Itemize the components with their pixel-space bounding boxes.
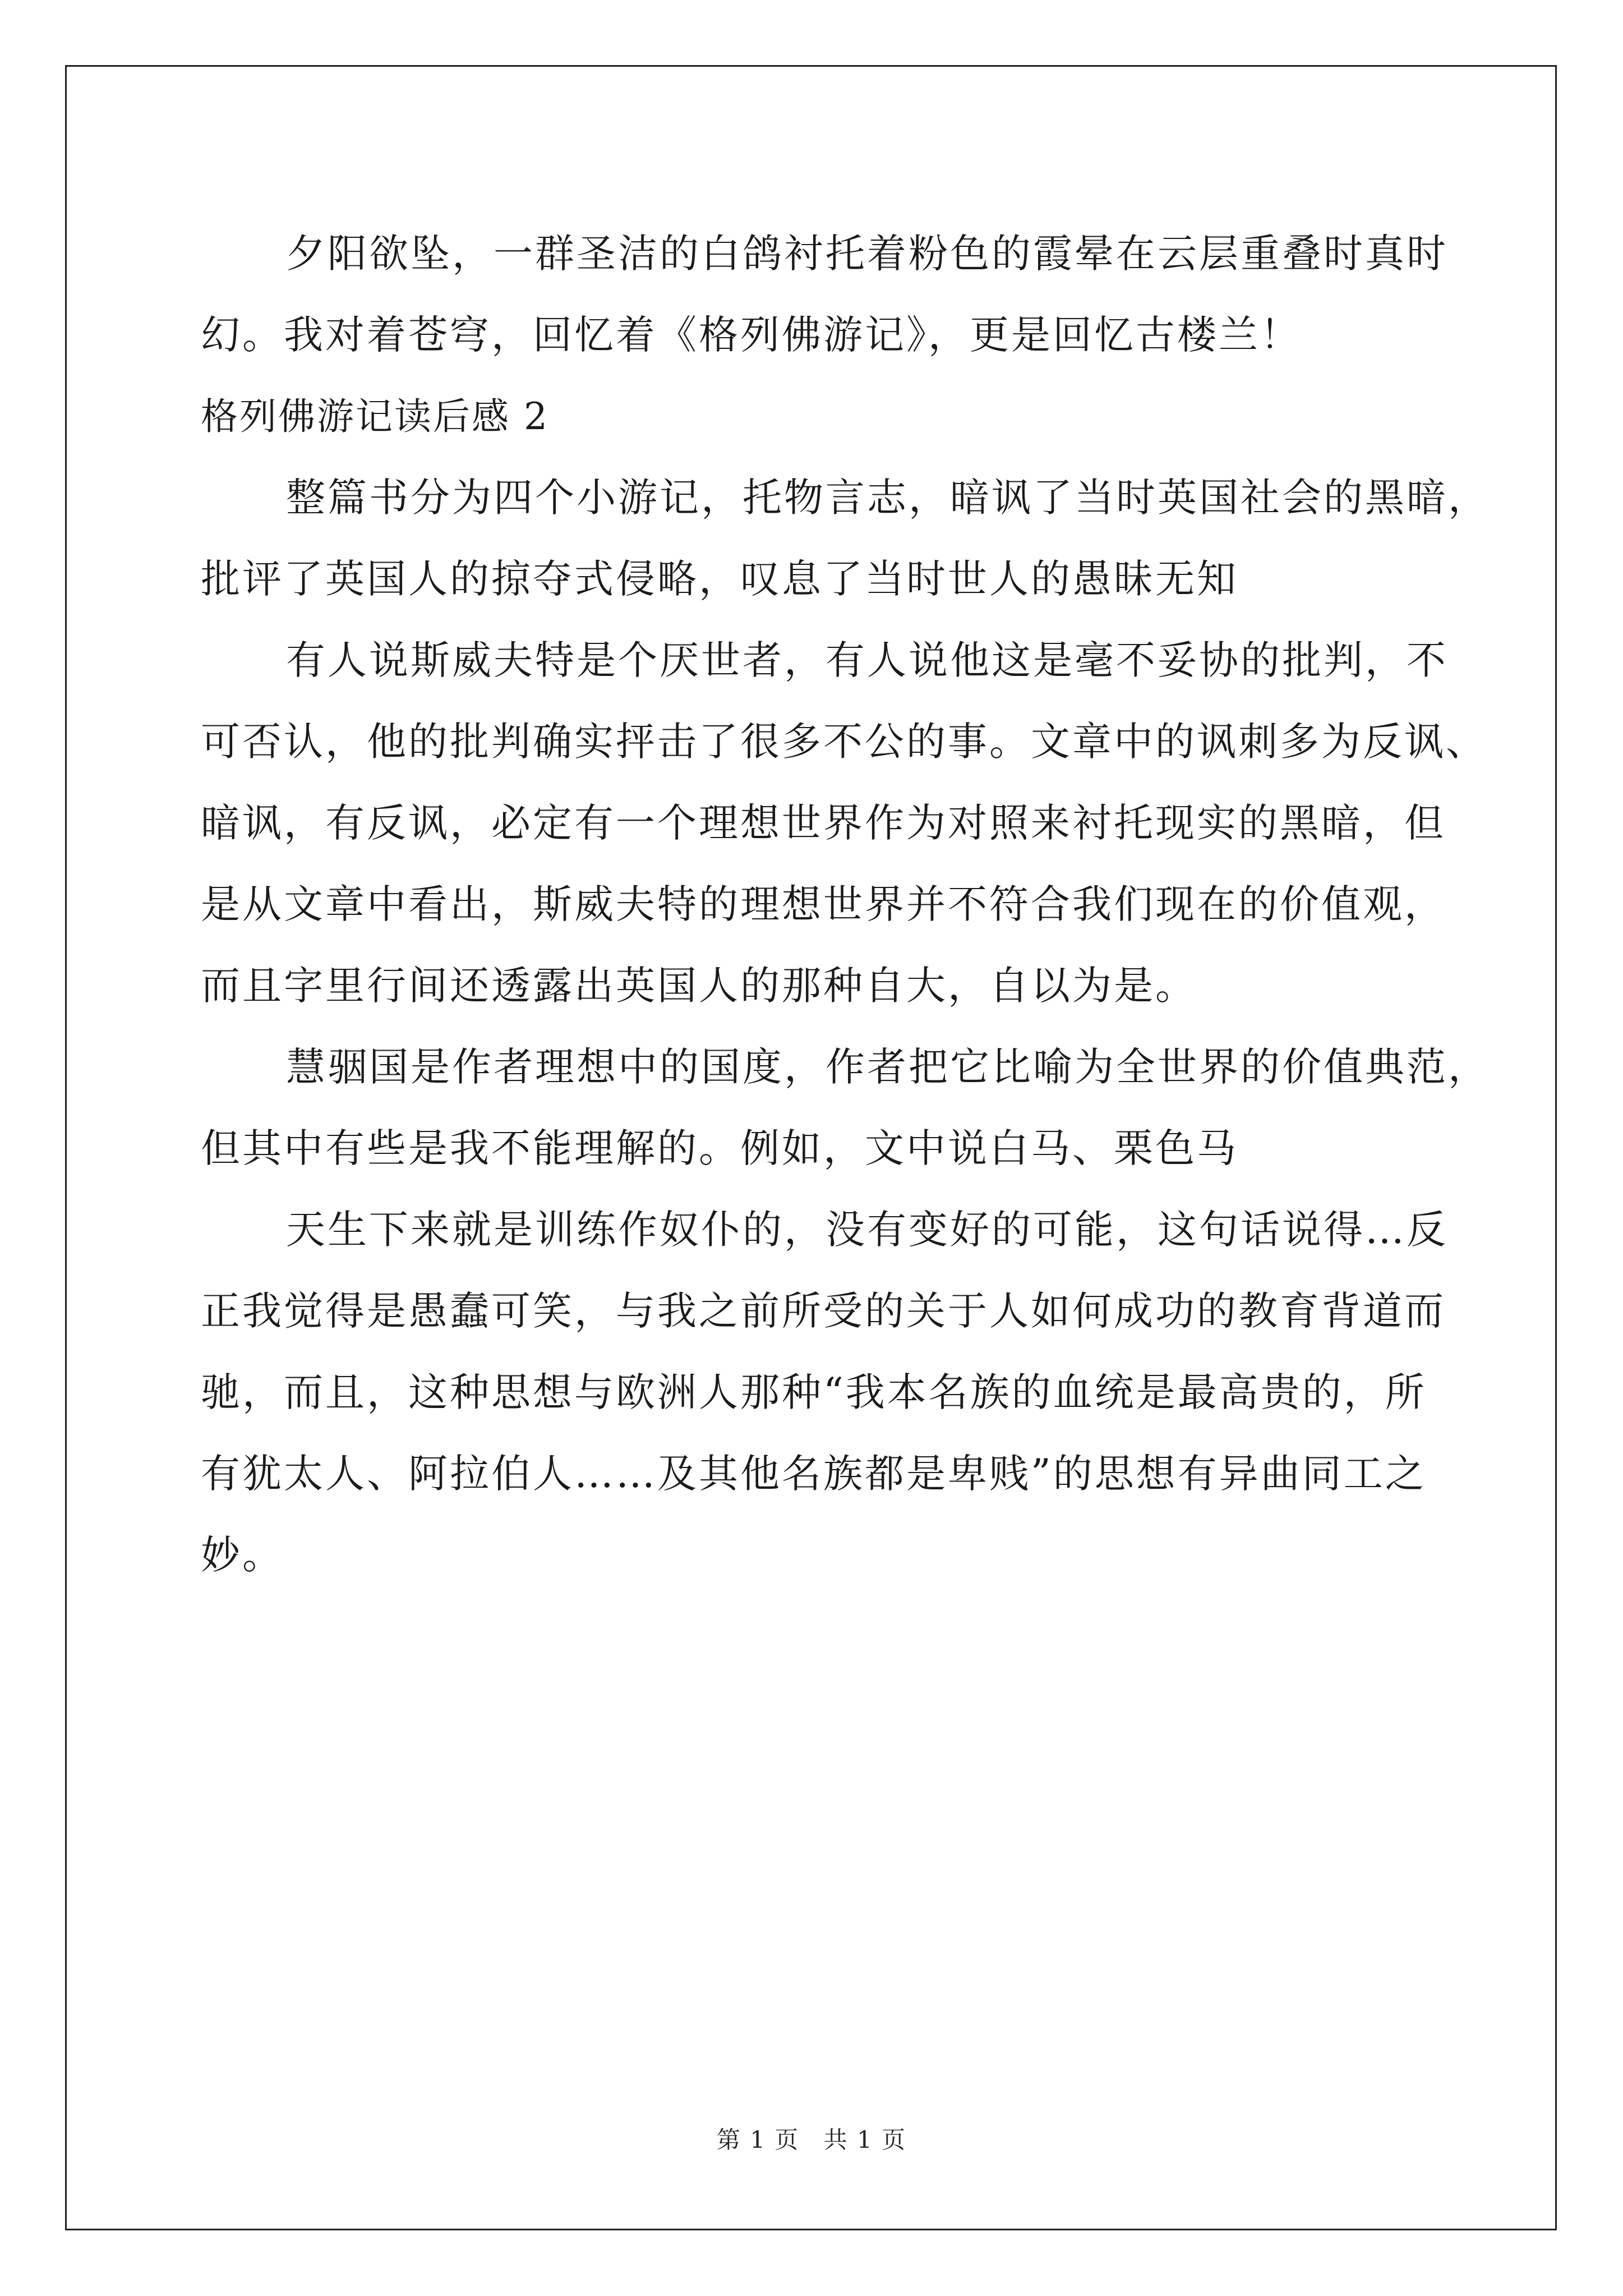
text-line: 天生下来就是训练作奴仆的，没有变好的可能，这句话说得…反 [286,1207,1448,1253]
text-line: 慧骃国是作者理想中的国度，作者把它比喻为全世界的价值典范， [286,1044,1490,1090]
section-heading: 格列佛游记读后感 2 [201,395,549,438]
paragraph-3 [201,1027,1490,1189]
paragraph-intro [201,213,1448,376]
page-total: 共 1 页 [823,2126,907,2154]
text-line: 驰，而且，这种思想与欧洲人那种“我本名族的血统是最高贵的，所 [201,1369,1427,1415]
text-line: 整篇书分为四个小游记，托物言志，暗讽了当时英国社会的黑暗， [286,475,1490,521]
text-line: 而且字里行间还透露出英国人的那种自大，自以为是。 [201,963,1197,1009]
document-body [201,213,1490,1596]
page-number: 第 1 页 [716,2126,800,2154]
text-line: 但其中有些是我不能理解的。例如，文中说白马、栗色马 [201,1125,1238,1171]
text-line: 是从文章中看出，斯威夫特的理想世界并不符合我们现在的价值观， [201,881,1446,927]
text-line: 幻。我对着苍穹，回忆着《格列佛游记》，更是回忆古楼兰！ [201,312,1302,358]
text-line: 批评了英国人的掠夺式侵略，叹息了当时世人的愚昧无知 [201,556,1238,602]
text-line: 正我觉得是愚蠢可笑，与我之前所受的关于人如何成功的教育背道而 [201,1288,1446,1334]
paragraph-1 [201,457,1490,620]
text-line: 有犹太人、阿拉伯人……及其他名族都是卑贱”的思想有异曲同工之 [201,1451,1427,1497]
paragraph-4 [201,1189,1448,1596]
text-line: 夕阳欲坠，一群圣洁的白鸽衬托着粉色的霞晕在云层重叠时真时 [286,231,1448,277]
paragraph-2 [201,620,1487,1027]
text-line: 可否认，他的批判确实抨击了很多不公的事。文章中的讽刺多为反讽、 [201,719,1487,765]
text-line: 有人说斯威夫特是个厌世者，有人说他这是毫不妥协的批判，不 [286,637,1448,683]
page-footer [0,2122,1623,2155]
text-line: 暗讽，有反讽，必定有一个理想世界作为对照来衬托现实的黑暗，但 [201,800,1446,846]
text-line: 妙。 [201,1532,284,1578]
